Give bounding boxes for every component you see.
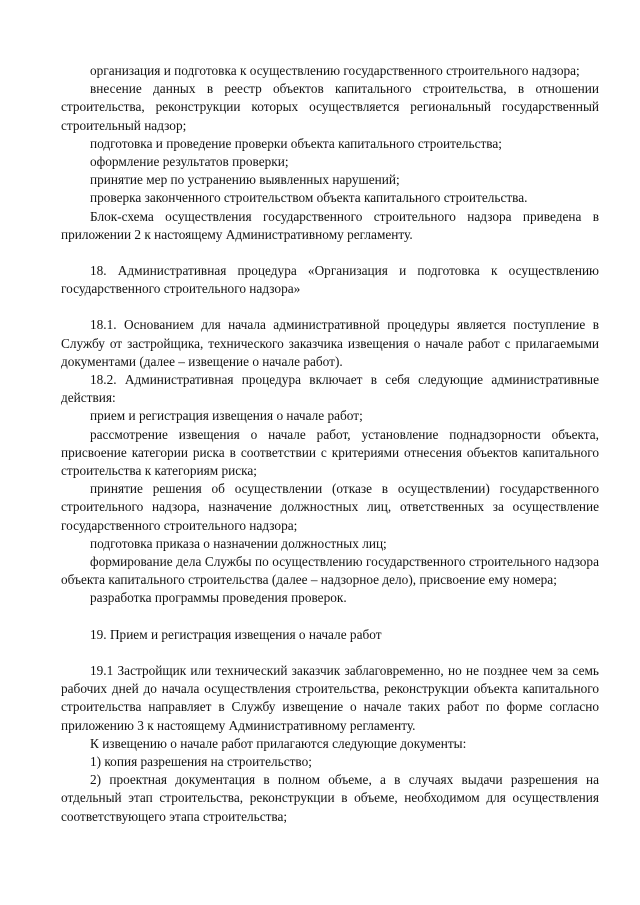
paragraph: 18.2. Административная процедура включает в себя следующие административные действия: xyxy=(61,372,599,406)
paragraph: принятие мер по устранению выявленных нарушений; xyxy=(90,172,400,188)
paragraph: 18.1. Основанием для начала административной процедуры является поступление в Службу от застройщика, технического заказчика извещения о начале работ с прилагаемыми документами (далее – извещение о начале работ). xyxy=(61,317,599,369)
paragraph: К извещению о начале работ прилагаются следующие документы: xyxy=(90,735,467,751)
paragraph: проверка законченного строительством объекта капитального строительства. xyxy=(90,190,528,206)
paragraph: разработка программы проведения проверок. xyxy=(90,590,347,606)
section-heading-19: 19. Прием и регистрация извещения о начале работ xyxy=(90,626,382,642)
paragraph: подготовка приказа о назначении должностных лиц; xyxy=(90,535,387,551)
paragraph: оформление результатов проверки; xyxy=(90,154,289,170)
paragraph: принятие решения об осуществлении (отказе в осуществлении) государственного строительного надзора, назначение должностных лиц, ответственных за осуществление государственного строительного надзора; xyxy=(61,481,599,533)
paragraph: внесение данных в реестр объектов капитального строительства, в отношении строительства, реконструкции которых осуществляется региональный государственный строительный надзор; xyxy=(61,81,599,133)
paragraph: рассмотрение извещения о начале работ, установление поднадзорности объекта, присвоение категории риска в соответствии с критериями отнесения объектов капитального строительства к категориям риска; xyxy=(61,426,599,479)
paragraph: формирование дела Службы по осуществлению государственного строительного надзора объекта капитального строительства (далее – надзорное дело), присвоение ему номера; xyxy=(61,554,599,588)
paragraph: организация и подготовка к осуществлению государственного строительного надзора; xyxy=(90,63,580,78)
section-heading-18: 18. Административная процедура «Организация и подготовка к осуществлению государственного строительного надзора» xyxy=(61,263,599,297)
paragraph: 1) копия разрешения на строительство; xyxy=(90,753,312,769)
paragraph: подготовка и проведение проверки объекта капитального строительства; xyxy=(90,135,502,151)
paragraph: 2) проектная документация в полном объеме, а в случаях выдачи разрешения на отдельный этап строительства, реконструкции в объеме, необходимом для осуществления соответствующего этапа строительства; xyxy=(61,772,599,824)
paragraph: прием и регистрация извещения о начале работ; xyxy=(90,408,363,424)
paragraph: 19.1 Застройщик или технический заказчик заблаговременно, но не позднее чем за семь рабочих дней до начала осуществления строительства, реконструкции объекта капитального строительства направляет в Службу извещение о начале таких работ по форме согласно приложению 3 к настоящему Административному регламенту. xyxy=(61,662,599,733)
document-body xyxy=(61,62,599,826)
paragraph: Блок-схема осуществления государственного строительного надзора приведена в приложении 2 к настоящему Административному регламенту. xyxy=(61,208,599,242)
